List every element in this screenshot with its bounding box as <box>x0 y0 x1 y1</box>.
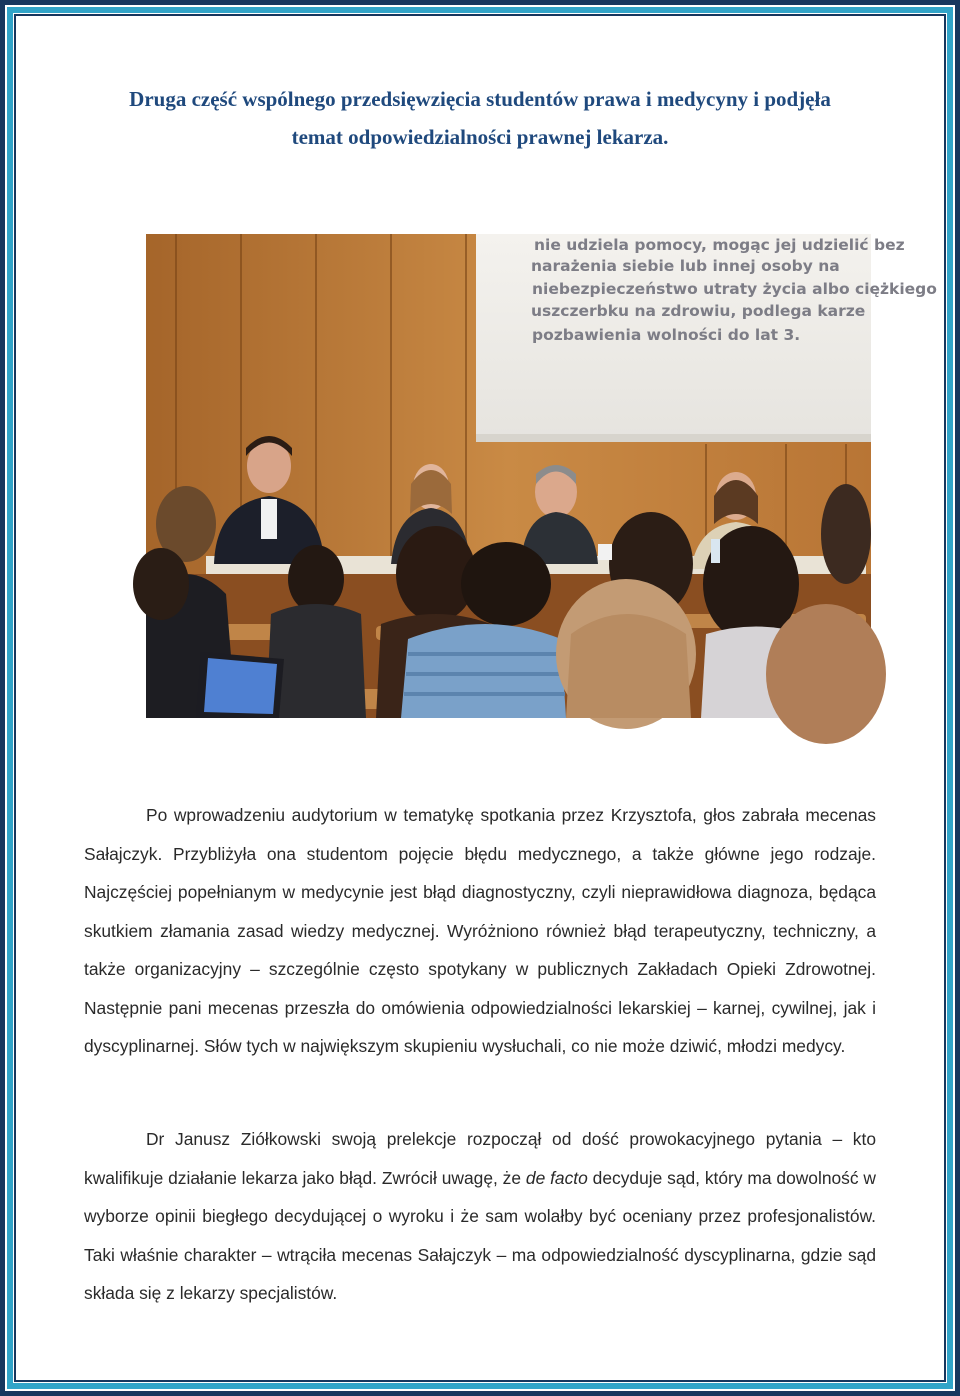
paragraph-2-part-2: decyduje sąd, który ma dowolność w wyborze opinii biegłego decydującej o wyroku i że sam wolałby być oceniany przez profesjonalistów. Taki właśnie charakter – wtrąciła mecenas Sałajczyk – ma odpowiedzialność dyscyplinarna, gdzie sąd składa się z lekarzy specjalistów. <box>84 1167 876 1303</box>
paragraph-2-part-1: Dr Janusz Ziółkowski swoją prelekcje rozpoczął od dość prowokacyjnego pytania – kto kwalifikuje działanie lekarza jako błąd. Zwrócił uwagę, że <box>84 1129 876 1188</box>
page-title <box>60 80 900 156</box>
title-line-1: Druga część wspólnego przedsięwzięcia studentów prawa i medycyny i podjęła <box>129 87 831 111</box>
paragraph-2-italic: de facto <box>525 1167 588 1188</box>
conference-photo <box>146 234 937 718</box>
paragraph-2 <box>84 1120 876 1313</box>
slide-line-2: narażenia siebie lub innej osoby na <box>531 257 840 275</box>
paragraph-1: Po wprowadzeniu audytorium w tematykę spotkania przez Krzysztofa, głos zabrała mecenas Sałajczyk. Przybliżyła ona studentom pojęcie błędu medycznego, a także główne jego rodzaje. Najczęściej popełnianym w medycynie jest błąd diagnostyczny, czyli nieprawidłowa diagnoza, będąca skutkiem złamania zasad wiedzy medycznej. Wyróżniono również błąd terapeutyczny, techniczny, a także organizacyjny – szczególnie często spotykany w publicznych Zakładach Opieki Zdrowotnej. Następnie pani mecenas przeszła do omówienia odpowiedzialności lekarskiej – karnej, cywilnej, jak i dyscyplinarnej. Słów tych w największym skupieniu wysłuchali, co nie może dziwić, młodzi medycy. <box>84 805 876 1056</box>
slide-line-3: niebezpieczeństwo utraty życia albo ciężkiego <box>532 280 937 298</box>
slide-line-4: uszczerbku na zdrowiu, podlega karze <box>531 302 866 320</box>
laptop <box>196 652 284 718</box>
title-line-2: temat odpowiedzialności prawnej lekarza. <box>291 125 669 149</box>
slide-line-5: pozbawienia wolności do lat 3. <box>532 326 801 344</box>
slide-line-1: nie udziela pomocy, mogąc jej udzielić bez <box>534 236 905 254</box>
